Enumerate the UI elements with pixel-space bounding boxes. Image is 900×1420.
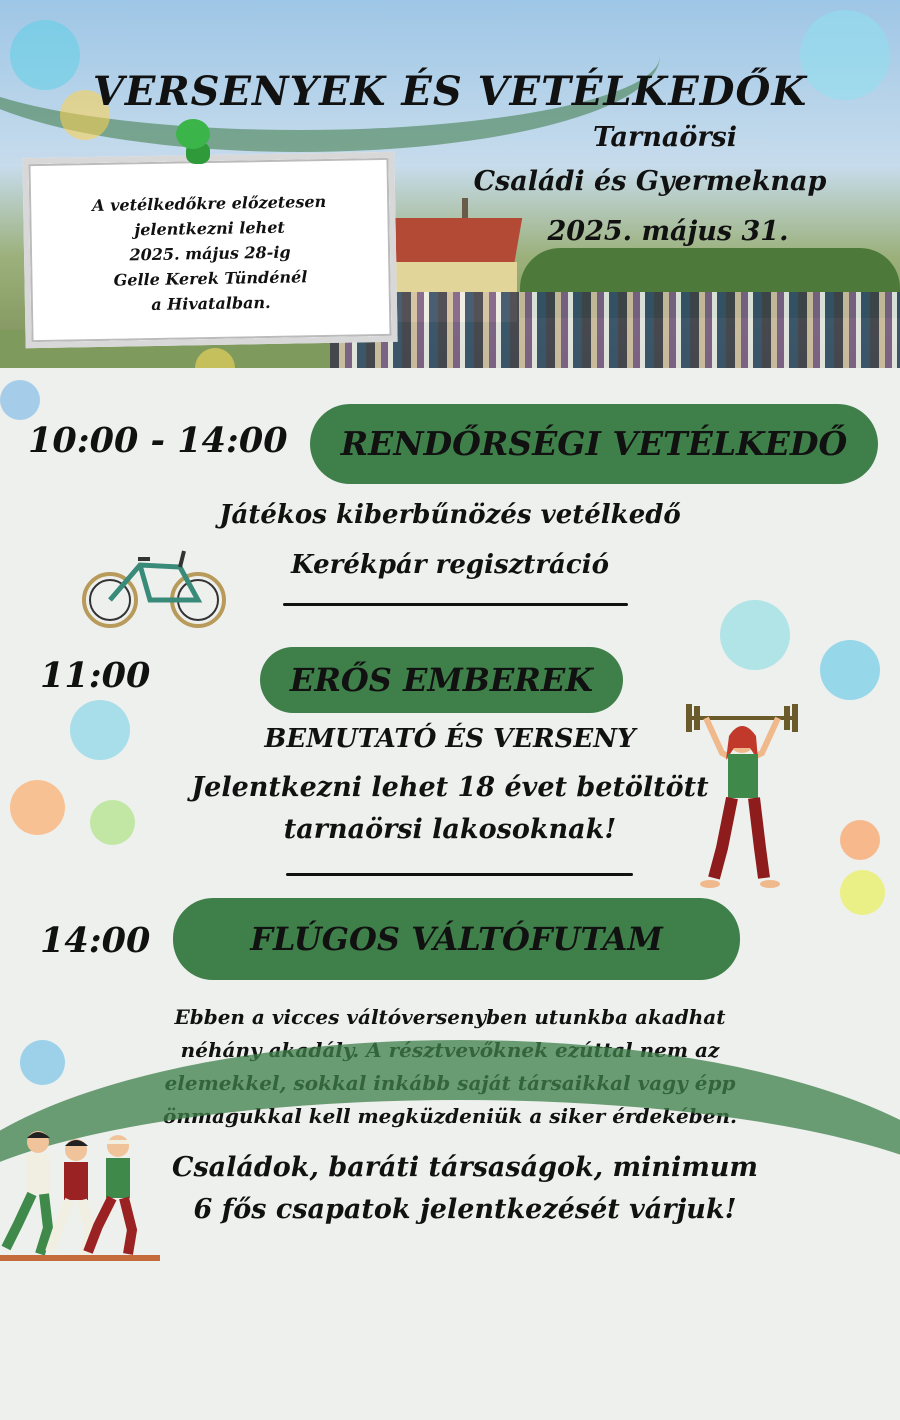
bokeh [0,380,40,420]
event-line: Játékos kiberbűnözés vetélkedő [219,500,681,530]
event-title: FLÚGOS VÁLTÓFUTAM [250,920,663,958]
subtitle-village: Tarnaörsi [592,122,738,153]
event-title: RENDŐRSÉGI VETÉLKEDŐ [340,424,848,463]
note-line: jelentkezni lehet [134,217,285,240]
event-title-pill [260,647,623,713]
photo-crowd [330,292,900,368]
note-line: a Hivatalban. [151,292,271,315]
event-line: néhány akadály. A résztvevőknek ezúttal nem az [180,1038,720,1062]
bokeh [820,640,880,700]
event-line: Ebben a vicces váltóversenyben utunkba akadhat [174,1005,726,1029]
bicycle-icon [80,545,230,630]
event-title-pill [310,404,878,484]
pushpin-head [176,119,210,149]
event-line: Jelentkezni lehet 18 évet betöltött [191,772,709,803]
divider [286,873,633,876]
bokeh [720,600,790,670]
event-title-pill [173,898,740,980]
note-line: 2025. május 28-ig [129,242,291,265]
event-line: Kerékpár regisztráció [291,550,609,580]
event-time: 11:00 [40,655,151,696]
divider [283,603,628,606]
event-line: önmagukkal kell megküzdeniük a siker érdekében. [163,1104,737,1128]
note-line: A vetélkedőkre előzetesen [91,191,327,216]
event-line: elemekkel, sokkal inkább saját társaikkal vagy épp [164,1071,736,1095]
weightlifter-icon [684,698,800,893]
subtitle-event: Családi és Gyermeknap [473,166,827,197]
registration-note [22,152,397,348]
event-time: 10:00 - 14:00 [28,420,288,461]
closing-line: Családok, baráti társaságok, minimum [171,1152,758,1183]
main-title: VERSENYEK ÉS VETÉLKEDŐK [92,68,808,115]
event-line: BEMUTATÓ ÉS VERSENY [264,724,636,754]
closing-line: 6 fős csapatok jelentkezését várjuk! [193,1194,737,1225]
relay-runners-icon [0,1128,165,1263]
bokeh [840,870,885,915]
note-line: Gelle Kerek Tündénél [113,267,308,290]
event-date: 2025. május 31. [547,216,789,247]
event-title: ERŐS EMBEREK [289,661,594,699]
event-time: 14:00 [40,920,151,961]
event-line: tarnaörsi lakosoknak! [283,814,617,845]
